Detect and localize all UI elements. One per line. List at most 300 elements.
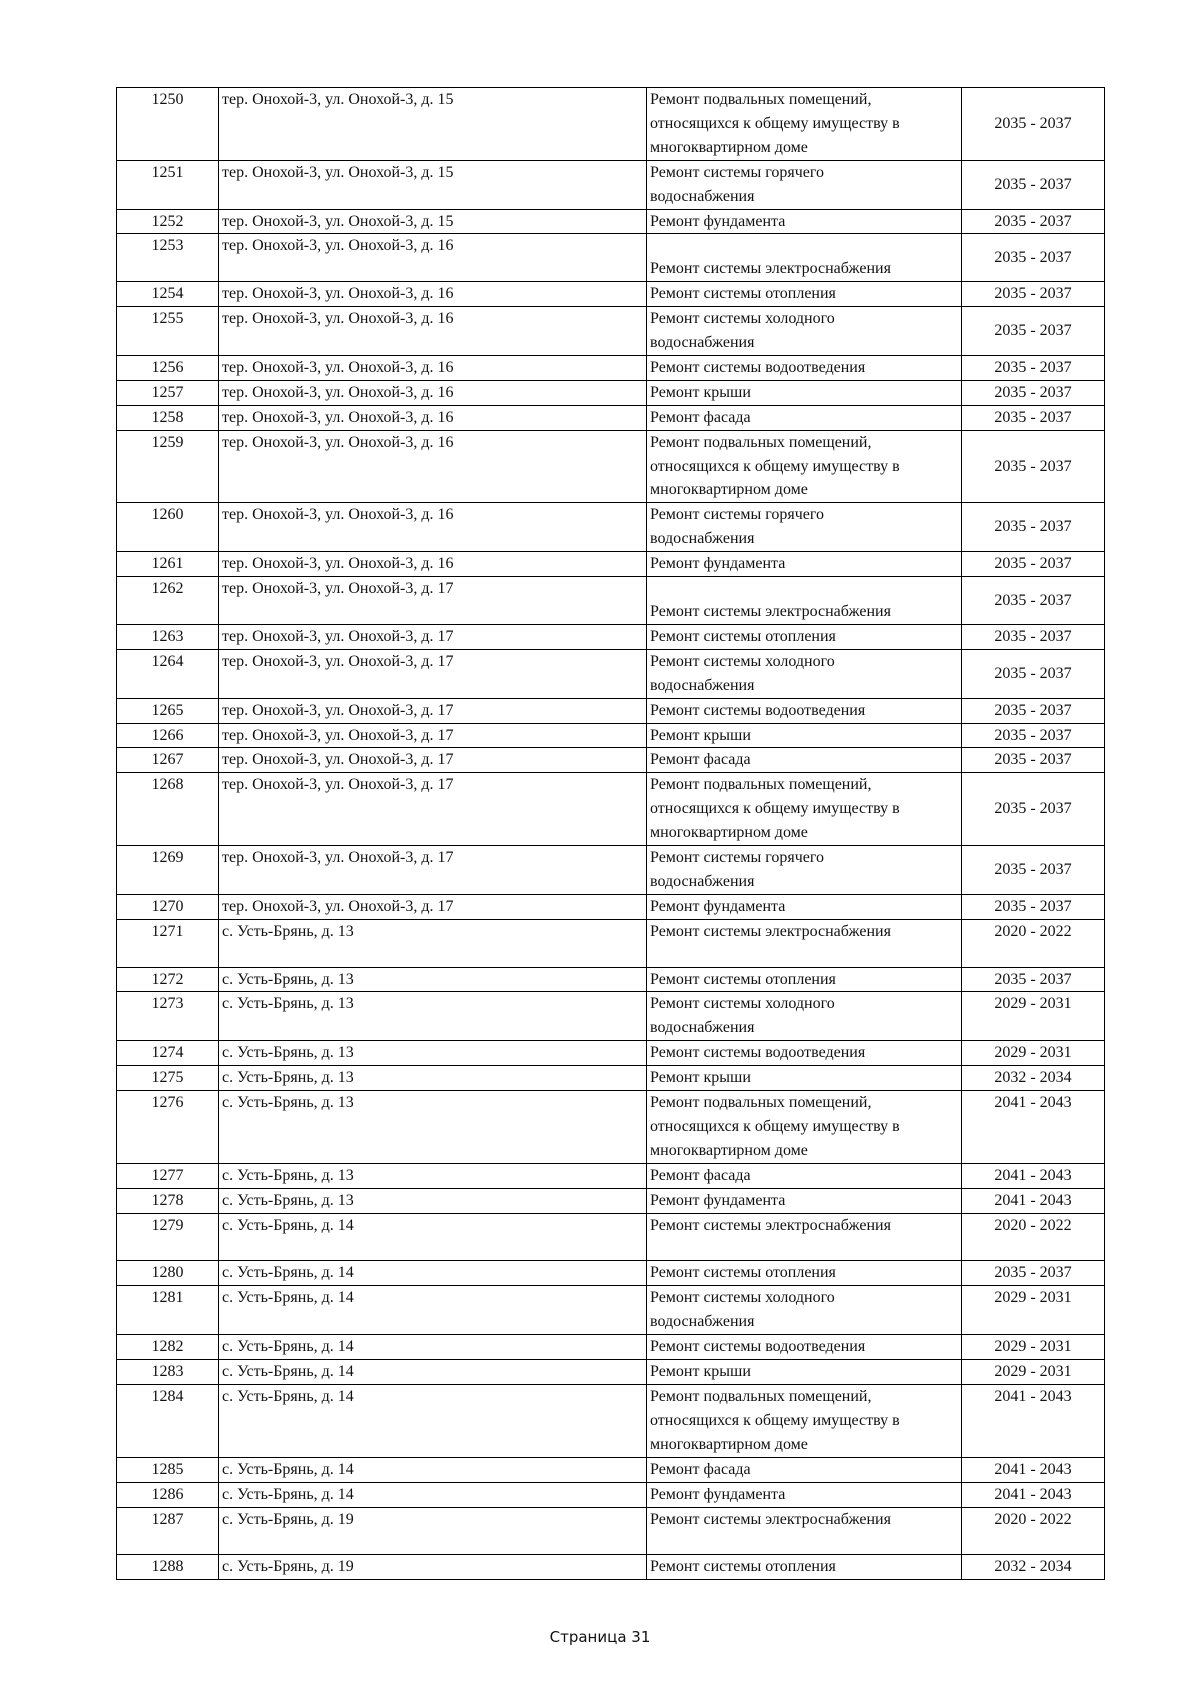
work-type-cell [647, 1261, 962, 1286]
work-type-text: Ремонт системы холодного водоснабжения [650, 652, 835, 694]
table-row [117, 967, 1105, 992]
period-text: 2035 - 2037 [994, 897, 1072, 915]
address-cell [219, 209, 647, 234]
address-text: тер. Онохой-3, ул. Онохой-3, д. 17 [222, 652, 454, 670]
address-text: тер. Онохой-3, ул. Онохой-3, д. 17 [222, 751, 454, 769]
work-type-cell [647, 1335, 962, 1360]
address-cell [219, 380, 647, 405]
work-type-text: Ремонт системы холодного водоснабжения [650, 1289, 835, 1331]
address-text: тер. Онохой-3, ул. Онохой-3, д. 17 [222, 627, 454, 645]
period-cell [962, 919, 1105, 967]
address-cell [219, 1091, 647, 1164]
work-type-cell [647, 503, 962, 552]
table-row [117, 1091, 1105, 1164]
work-type-text: Ремонт фундамента [650, 1191, 786, 1209]
table-row [117, 698, 1105, 723]
address-text: тер. Онохой-3, ул. Онохой-3, д. 17 [222, 701, 454, 719]
period-text: 2035 - 2037 [994, 627, 1072, 645]
work-type-cell [647, 380, 962, 405]
work-type-cell [647, 1507, 962, 1555]
period-cell [962, 430, 1105, 503]
row-number-text: 1273 [151, 995, 184, 1013]
period-cell [962, 1335, 1105, 1360]
address-text: с. Усть-Брянь, д. 14 [222, 1338, 354, 1356]
row-number-text: 1277 [151, 1166, 184, 1184]
work-type-text: Ремонт подвальных помещений, относящихся к общему имуществу в многоквартирном доме [650, 1094, 900, 1159]
row-number-cell [117, 577, 219, 625]
table-row [117, 773, 1105, 846]
row-number-text: 1258 [151, 408, 184, 426]
row-number-cell [117, 1163, 219, 1188]
period-text: 2035 - 2037 [994, 591, 1072, 609]
address-cell [219, 1482, 647, 1507]
period-text: 2020 - 2022 [994, 1510, 1072, 1528]
period-text: 2035 - 2037 [994, 518, 1072, 536]
period-cell [962, 380, 1105, 405]
address-cell [219, 1286, 647, 1335]
work-type-text: Ремонт системы электроснабжения [650, 260, 891, 278]
address-cell [219, 1555, 647, 1580]
table-row [117, 846, 1105, 895]
period-text: 2029 - 2031 [994, 1363, 1072, 1381]
row-number-text: 1265 [151, 701, 184, 719]
address-text: тер. Онохой-3, ул. Онохой-3, д. 17 [222, 897, 454, 915]
period-text: 2029 - 2031 [994, 1044, 1072, 1062]
table-row [117, 1041, 1105, 1066]
work-type-cell [647, 1041, 962, 1066]
work-type-text: Ремонт фасада [650, 751, 751, 769]
row-number-text: 1272 [151, 970, 184, 988]
period-text: 2032 - 2034 [994, 1069, 1072, 1087]
row-number-cell [117, 723, 219, 748]
row-number-text: 1276 [151, 1094, 184, 1112]
period-text: 2029 - 2031 [994, 995, 1072, 1013]
address-cell [219, 1041, 647, 1066]
table-row [117, 430, 1105, 503]
work-type-cell [647, 577, 962, 625]
address-cell [219, 160, 647, 209]
work-type-cell [647, 992, 962, 1041]
period-cell [962, 1188, 1105, 1213]
table-row [117, 723, 1105, 748]
work-type-cell [647, 88, 962, 161]
table-row [117, 992, 1105, 1041]
work-type-text: Ремонт подвальных помещений, относящихся к общему имуществу в многоквартирном доме [650, 776, 900, 842]
address-text: тер. Онохой-3, ул. Онохой-3, д. 16 [222, 383, 454, 401]
work-type-cell [647, 894, 962, 919]
address-text: тер. Онохой-3, ул. Онохой-3, д. 16 [222, 310, 454, 328]
address-cell [219, 649, 647, 698]
row-number-text: 1285 [151, 1460, 184, 1478]
address-cell [219, 1163, 647, 1188]
address-text: тер. Онохой-3, ул. Онохой-3, д. 16 [222, 237, 454, 255]
work-type-text: Ремонт системы электроснабжения [650, 1216, 891, 1234]
table-row [117, 1335, 1105, 1360]
row-number-cell [117, 773, 219, 846]
table-row [117, 649, 1105, 698]
row-number-text: 1264 [151, 652, 184, 670]
table-row [117, 919, 1105, 967]
row-number-text: 1252 [151, 212, 184, 230]
period-text: 2041 - 2043 [994, 1387, 1072, 1405]
period-cell [962, 894, 1105, 919]
period-text: 2035 - 2037 [994, 751, 1072, 769]
work-type-cell [647, 282, 962, 307]
work-type-text: Ремонт системы отопления [650, 1558, 836, 1576]
period-cell [962, 723, 1105, 748]
address-cell [219, 1384, 647, 1457]
row-number-cell [117, 967, 219, 992]
period-text: 2035 - 2037 [994, 457, 1072, 475]
work-type-cell [647, 624, 962, 649]
address-cell [219, 624, 647, 649]
period-text: 2032 - 2034 [994, 1558, 1072, 1576]
table-row [117, 1213, 1105, 1261]
period-cell [962, 1360, 1105, 1385]
period-text: 2035 - 2037 [994, 358, 1072, 376]
row-number-text: 1259 [151, 433, 184, 451]
row-number-text: 1284 [151, 1387, 184, 1405]
address-cell [219, 503, 647, 552]
address-text: тер. Онохой-3, ул. Онохой-3, д. 17 [222, 776, 454, 794]
period-cell [962, 577, 1105, 625]
repair-schedule-table [116, 87, 1105, 1580]
period-text: 2035 - 2037 [994, 664, 1072, 682]
table-row [117, 1482, 1105, 1507]
table-row [117, 1066, 1105, 1091]
address-text: с. Усть-Брянь, д. 14 [222, 1216, 354, 1234]
work-type-text: Ремонт крыши [650, 383, 751, 401]
address-cell [219, 88, 647, 161]
address-text: с. Усть-Брянь, д. 13 [222, 995, 354, 1013]
address-cell [219, 405, 647, 430]
period-text: 2020 - 2022 [994, 922, 1072, 940]
row-number-cell [117, 234, 219, 282]
work-type-cell [647, 1213, 962, 1261]
period-cell [962, 1163, 1105, 1188]
period-cell [962, 1384, 1105, 1457]
work-type-cell [647, 1555, 962, 1580]
row-number-cell [117, 1507, 219, 1555]
row-number-cell [117, 748, 219, 773]
work-type-cell [647, 430, 962, 503]
address-cell [219, 1360, 647, 1385]
table-row [117, 234, 1105, 282]
work-type-text: Ремонт системы холодного водоснабжения [650, 995, 835, 1037]
address-text: тер. Онохой-3, ул. Онохой-3, д. 16 [222, 285, 454, 303]
address-cell [219, 552, 647, 577]
work-type-cell [647, 552, 962, 577]
table-row [117, 1163, 1105, 1188]
period-cell [962, 698, 1105, 723]
row-number-cell [117, 355, 219, 380]
row-number-cell [117, 1335, 219, 1360]
table-row [117, 1188, 1105, 1213]
work-type-cell [647, 1066, 962, 1091]
table-row [117, 405, 1105, 430]
period-cell [962, 307, 1105, 356]
period-cell [962, 405, 1105, 430]
work-type-text: Ремонт системы отопления [650, 627, 836, 645]
period-cell [962, 846, 1105, 895]
address-cell [219, 992, 647, 1041]
address-cell [219, 577, 647, 625]
table-row [117, 894, 1105, 919]
address-cell [219, 894, 647, 919]
work-type-text: Ремонт крыши [650, 1069, 751, 1087]
row-number-text: 1260 [151, 506, 184, 524]
address-text: с. Усть-Брянь, д. 13 [222, 1044, 354, 1062]
address-cell [219, 773, 647, 846]
row-number-text: 1263 [151, 627, 184, 645]
work-type-cell [647, 1457, 962, 1482]
row-number-text: 1275 [151, 1069, 184, 1087]
row-number-text: 1254 [151, 285, 184, 303]
address-cell [219, 967, 647, 992]
row-number-cell [117, 894, 219, 919]
address-text: с. Усть-Брянь, д. 14 [222, 1363, 354, 1381]
work-type-cell [647, 1188, 962, 1213]
row-number-text: 1261 [151, 555, 184, 573]
period-text: 2035 - 2037 [994, 114, 1072, 132]
address-text: тер. Онохой-3, ул. Онохой-3, д. 17 [222, 849, 454, 867]
work-type-text: Ремонт фасада [650, 408, 751, 426]
work-type-text: Ремонт фундамента [650, 897, 786, 915]
row-number-text: 1257 [151, 383, 184, 401]
period-text: 2035 - 2037 [994, 322, 1072, 340]
row-number-text: 1271 [151, 922, 184, 940]
row-number-cell [117, 1066, 219, 1091]
work-type-text: Ремонт системы отопления [650, 285, 836, 303]
period-cell [962, 1091, 1105, 1164]
row-number-cell [117, 1384, 219, 1457]
work-type-text: Ремонт крыши [650, 1363, 751, 1381]
work-type-text: Ремонт подвальных помещений, относящихся к общему имуществу в многоквартирном доме [650, 91, 900, 156]
address-cell [219, 355, 647, 380]
table-row [117, 1261, 1105, 1286]
work-type-cell [647, 723, 962, 748]
work-type-text: Ремонт фасада [650, 1166, 751, 1184]
table-row [117, 748, 1105, 773]
address-cell [219, 307, 647, 356]
work-type-text: Ремонт фундамента [650, 212, 786, 230]
work-type-cell [647, 355, 962, 380]
address-text: тер. Онохой-3, ул. Онохой-3, д. 17 [222, 580, 454, 598]
address-text: тер. Онохой-3, ул. Онохой-3, д. 17 [222, 726, 454, 744]
address-text: тер. Онохой-3, ул. Онохой-3, д. 16 [222, 506, 454, 524]
work-type-text: Ремонт системы отопления [650, 970, 836, 988]
address-text: с. Усть-Брянь, д. 13 [222, 1191, 354, 1209]
address-cell [219, 1213, 647, 1261]
address-text: тер. Онохой-3, ул. Онохой-3, д. 16 [222, 408, 454, 426]
period-text: 2035 - 2037 [994, 800, 1072, 818]
period-cell [962, 967, 1105, 992]
period-text: 2035 - 2037 [994, 383, 1072, 401]
address-text: с. Усть-Брянь, д. 13 [222, 970, 354, 988]
period-cell [962, 503, 1105, 552]
address-text: с. Усть-Брянь, д. 13 [222, 1094, 354, 1112]
address-text: с. Усть-Брянь, д. 19 [222, 1558, 354, 1576]
address-cell [219, 1188, 647, 1213]
page-number: Страница 31 [549, 1628, 651, 1646]
row-number-cell [117, 380, 219, 405]
period-cell [962, 88, 1105, 161]
work-type-cell [647, 773, 962, 846]
period-text: 2041 - 2043 [994, 1094, 1072, 1112]
work-type-cell [647, 649, 962, 698]
row-number-cell [117, 1041, 219, 1066]
row-number-cell [117, 1482, 219, 1507]
row-number-cell [117, 649, 219, 698]
work-type-cell [647, 748, 962, 773]
period-text: 2035 - 2037 [994, 701, 1072, 719]
work-type-text: Ремонт системы водоотведения [650, 701, 866, 719]
work-type-text: Ремонт фундамента [650, 1485, 786, 1503]
period-cell [962, 1457, 1105, 1482]
address-text: тер. Онохой-3, ул. Онохой-3, д. 15 [222, 163, 454, 181]
row-number-text: 1250 [151, 91, 184, 108]
period-text: 2041 - 2043 [994, 1460, 1072, 1478]
table-row [117, 1384, 1105, 1457]
row-number-cell [117, 1360, 219, 1385]
work-type-cell [647, 1163, 962, 1188]
row-number-text: 1262 [151, 580, 184, 598]
work-type-text: Ремонт системы водоотведения [650, 1338, 866, 1356]
address-text: с. Усть-Брянь, д. 19 [222, 1510, 354, 1528]
work-type-text: Ремонт подвальных помещений, относящихся к общему имуществу в многоквартирном доме [650, 1387, 900, 1453]
row-number-text: 1251 [151, 163, 184, 181]
row-number-text: 1288 [151, 1558, 184, 1576]
work-type-cell [647, 1482, 962, 1507]
address-text: с. Усть-Брянь, д. 13 [222, 1166, 354, 1184]
period-cell [962, 160, 1105, 209]
table-row [117, 552, 1105, 577]
row-number-text: 1255 [151, 310, 184, 328]
work-type-text: Ремонт подвальных помещений, относящихся к общему имуществу в многоквартирном доме [650, 433, 900, 499]
table-row [117, 380, 1105, 405]
row-number-cell [117, 209, 219, 234]
row-number-cell [117, 1188, 219, 1213]
work-type-text: Ремонт системы водоотведения [650, 1044, 866, 1062]
work-type-cell [647, 307, 962, 356]
row-number-text: 1282 [151, 1338, 184, 1356]
row-number-text: 1268 [151, 776, 184, 794]
period-text: 2035 - 2037 [994, 726, 1072, 744]
address-text: с. Усть-Брянь, д. 14 [222, 1289, 354, 1307]
period-text: 2035 - 2037 [994, 212, 1072, 230]
work-type-text: Ремонт крыши [650, 726, 751, 744]
row-number-cell [117, 88, 219, 161]
row-number-text: 1270 [151, 897, 184, 915]
period-text: 2035 - 2037 [994, 248, 1072, 266]
row-number-text: 1283 [151, 1363, 184, 1381]
address-cell [219, 234, 647, 282]
work-type-cell [647, 698, 962, 723]
address-text: с. Усть-Брянь, д. 13 [222, 1069, 354, 1087]
table-row [117, 209, 1105, 234]
period-cell [962, 1482, 1105, 1507]
period-cell [962, 355, 1105, 380]
row-number-cell [117, 1261, 219, 1286]
period-cell [962, 1555, 1105, 1580]
row-number-text: 1253 [151, 237, 184, 255]
table-row [117, 88, 1105, 161]
period-text: 2035 - 2037 [994, 285, 1072, 303]
address-text: тер. Онохой-3, ул. Онохой-3, д. 15 [222, 91, 454, 108]
address-cell [219, 1066, 647, 1091]
period-cell [962, 773, 1105, 846]
table-row [117, 1457, 1105, 1482]
work-type-cell [647, 846, 962, 895]
period-text: 2035 - 2037 [994, 555, 1072, 573]
address-text: с. Усть-Брянь, д. 14 [222, 1387, 354, 1405]
row-number-cell [117, 282, 219, 307]
row-number-text: 1267 [151, 751, 184, 769]
address-cell [219, 1261, 647, 1286]
row-number-text: 1281 [151, 1289, 184, 1307]
period-cell [962, 1507, 1105, 1555]
address-cell [219, 846, 647, 895]
row-number-cell [117, 430, 219, 503]
row-number-text: 1279 [151, 1216, 184, 1234]
table-row [117, 1360, 1105, 1385]
period-text: 2041 - 2043 [994, 1166, 1072, 1184]
work-type-cell [647, 209, 962, 234]
table-row [117, 307, 1105, 356]
period-text: 2041 - 2043 [994, 1485, 1072, 1503]
work-type-text: Ремонт системы электроснабжения [650, 1510, 891, 1528]
period-cell [962, 234, 1105, 282]
row-number-cell [117, 698, 219, 723]
period-cell [962, 1066, 1105, 1091]
work-type-cell [647, 967, 962, 992]
period-cell [962, 748, 1105, 773]
table-row [117, 624, 1105, 649]
row-number-text: 1266 [151, 726, 184, 744]
address-text: тер. Онохой-3, ул. Онохой-3, д. 16 [222, 358, 454, 376]
period-text: 2020 - 2022 [994, 1216, 1072, 1234]
address-cell [219, 698, 647, 723]
row-number-cell [117, 1213, 219, 1261]
work-type-text: Ремонт системы горячего водоснабжения [650, 506, 825, 548]
work-type-text: Ремонт системы горячего водоснабжения [650, 163, 825, 205]
address-cell [219, 430, 647, 503]
row-number-text: 1286 [151, 1485, 184, 1503]
row-number-text: 1287 [151, 1510, 184, 1528]
address-text: с. Усть-Брянь, д. 14 [222, 1485, 354, 1503]
row-number-text: 1278 [151, 1191, 184, 1209]
address-text: с. Усть-Брянь, д. 14 [222, 1460, 354, 1478]
row-number-cell [117, 624, 219, 649]
period-text: 2035 - 2037 [994, 408, 1072, 426]
work-type-text: Ремонт системы горячего водоснабжения [650, 849, 825, 890]
address-cell [219, 282, 647, 307]
row-number-cell [117, 846, 219, 895]
row-number-text: 1269 [151, 849, 184, 867]
work-type-cell [647, 1091, 962, 1164]
address-cell [219, 723, 647, 748]
period-cell [962, 1213, 1105, 1261]
address-cell [219, 1507, 647, 1555]
row-number-cell [117, 992, 219, 1041]
period-cell [962, 992, 1105, 1041]
row-number-text: 1274 [151, 1044, 184, 1062]
table-row [117, 1286, 1105, 1335]
address-cell [219, 1457, 647, 1482]
work-type-text: Ремонт системы холодного водоснабжения [650, 310, 835, 352]
work-type-text: Ремонт системы отопления [650, 1264, 836, 1282]
table-row [117, 355, 1105, 380]
